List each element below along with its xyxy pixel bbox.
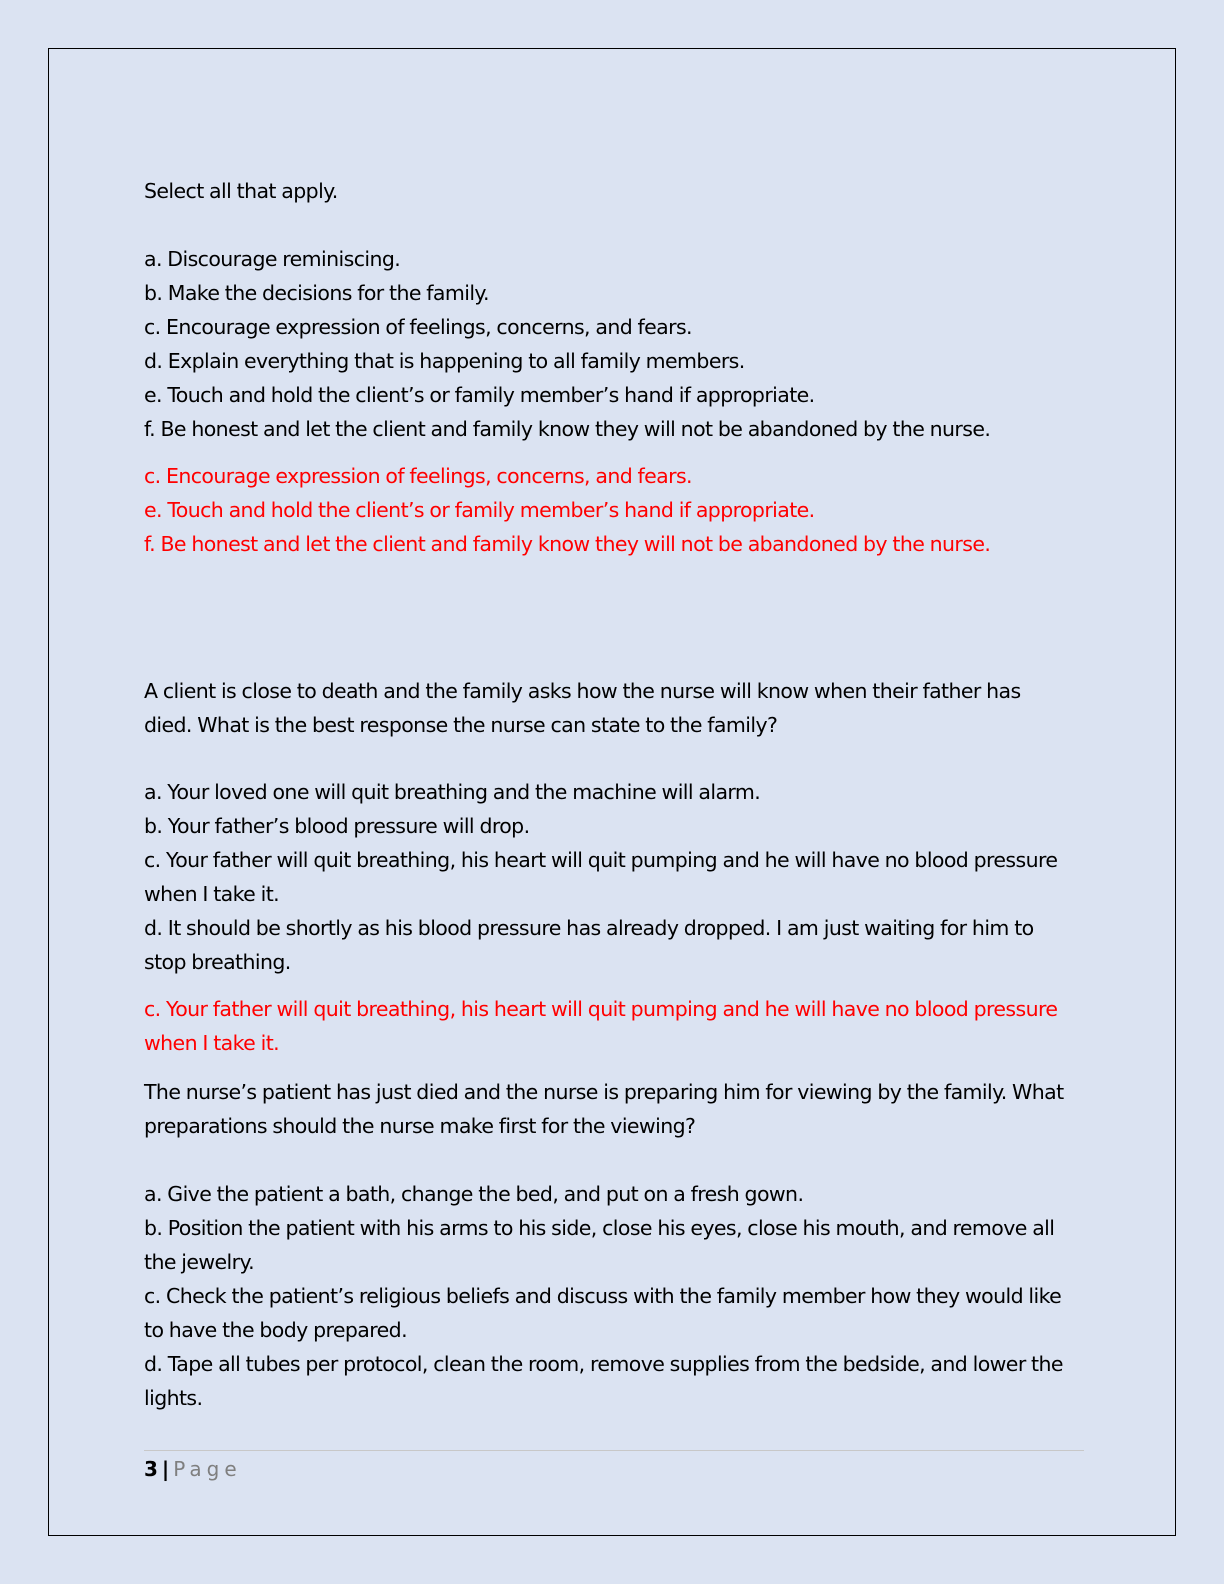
- page-footer: [144, 1452, 242, 1486]
- q2-option-d-cont: stop breathing.: [144, 950, 291, 974]
- q2-question: [144, 674, 1079, 742]
- q3-option-c-cont: to have the body prepared.: [144, 1318, 407, 1342]
- q1-option-f: f. Be honest and let the client and family know they will not be abandoned by the nurse.: [144, 417, 991, 441]
- q3-option-b-cont: the jewelry.: [144, 1250, 254, 1274]
- q3-option-d: d. Tape all tubes per protocol, clean the room, remove supplies from the bedside, and lower the: [144, 1352, 1063, 1376]
- q2-option-c: c. Your father will quit breathing, his heart will quit pumping and he will have no blood pressure: [144, 848, 1058, 872]
- q3-options: [144, 1177, 1079, 1415]
- q3-option-a: a. Give the patient a bath, change the bed, and put on a fresh gown.: [144, 1182, 804, 1206]
- q3-option-b: b. Position the patient with his arms to his side, close his eyes, close his mouth, and remove all: [144, 1216, 1055, 1240]
- q3-question-line: preparations should the nurse make first for the viewing?: [144, 1114, 696, 1138]
- q1-answer-f: f. Be honest and let the client and family know they will not be abandoned by the nurse.: [144, 532, 991, 556]
- page-label: Page: [173, 1457, 242, 1481]
- q1-option-e: e. Touch and hold the client’s or family member’s hand if appropriate.: [144, 383, 815, 407]
- q2-answer-line: c. Your father will quit breathing, his heart will quit pumping and he will have no blood pressure: [144, 997, 1058, 1021]
- q1-options: [144, 242, 1079, 446]
- q3-question: [144, 1075, 1079, 1143]
- q1-answer-e: e. Touch and hold the client’s or family member’s hand if appropriate.: [144, 498, 815, 522]
- q2-question-line: died. What is the best response the nurse can state to the family?: [144, 713, 778, 737]
- page-number: 3: [144, 1457, 158, 1481]
- q3-option-c: c. Check the patient’s religious beliefs and discuss with the family member how they would like: [144, 1284, 1062, 1308]
- footer-divider: [144, 1450, 1084, 1451]
- q1-answers: [144, 459, 1079, 561]
- q1-option-b: b. Make the decisions for the family.: [144, 281, 489, 305]
- footer-separator: |: [161, 1457, 170, 1481]
- q3-question-line: The nurse’s patient has just died and the nurse is preparing him for viewing by the family. What: [144, 1080, 1064, 1104]
- q1-instruction-block: [144, 174, 1079, 208]
- q2-option-d: d. It should be shortly as his blood pressure has already dropped. I am just waiting for him to: [144, 916, 1034, 940]
- q1-answer-c: c. Encourage expression of feelings, concerns, and fears.: [144, 464, 692, 488]
- q2-options: [144, 775, 1079, 979]
- q1-option-c: c. Encourage expression of feelings, concerns, and fears.: [144, 315, 692, 339]
- q2-option-a: a. Your loved one will quit breathing and the machine will alarm.: [144, 780, 761, 804]
- q1-option-d: d. Explain everything that is happening to all family members.: [144, 349, 745, 373]
- q2-answer: [144, 992, 1079, 1060]
- q1-instruction: Select all that apply.: [144, 179, 338, 203]
- q2-question-line: A client is close to death and the family asks how the nurse will know when their father has: [144, 679, 1021, 703]
- q3-option-d-cont: lights.: [144, 1386, 203, 1410]
- q2-option-b: b. Your father’s blood pressure will drop.: [144, 814, 530, 838]
- q1-option-a: a. Discourage reminiscing.: [144, 247, 401, 271]
- q2-option-c-cont: when I take it.: [144, 882, 280, 906]
- q2-answer-line: when I take it.: [144, 1031, 280, 1055]
